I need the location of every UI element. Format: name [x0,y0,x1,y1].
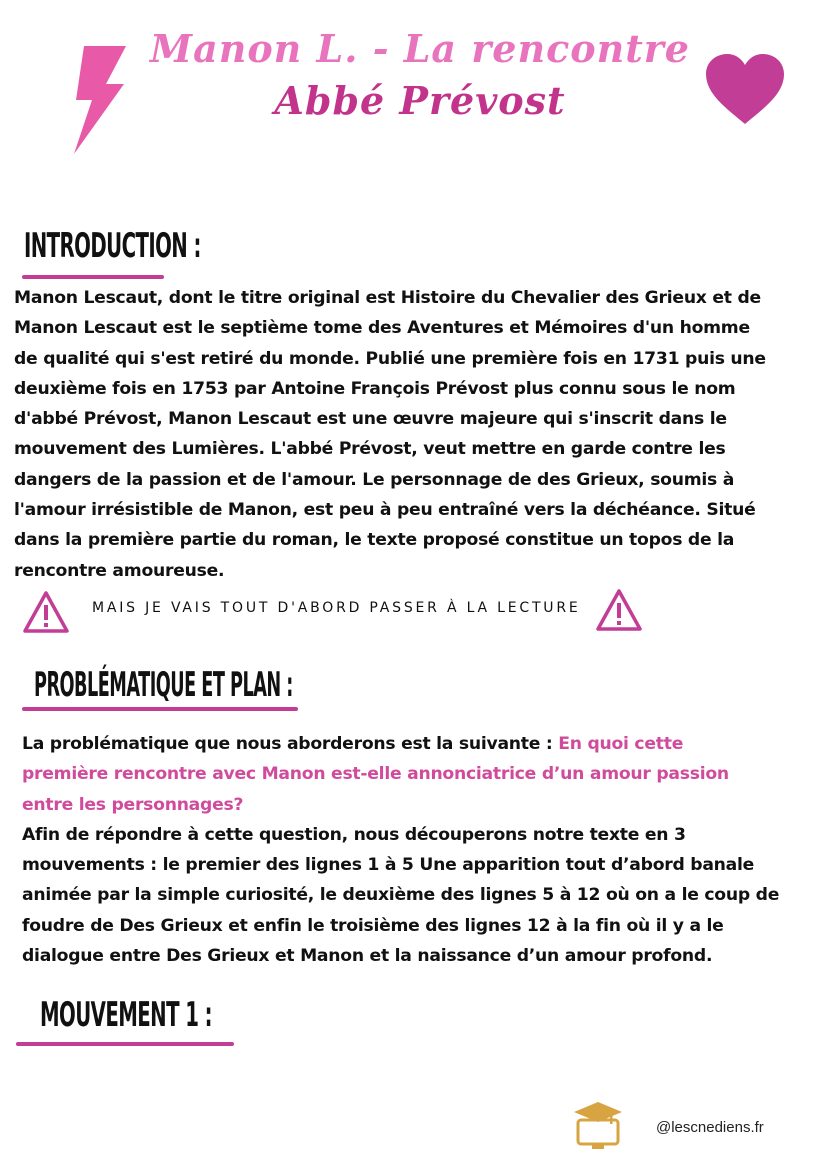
lightning-bolt-icon [70,44,130,156]
problematique-underline [22,707,298,711]
intro-line: dans la première partie du roman, le texte proposé constitue un topos de la [14,530,735,551]
intro-line: dangers de la passion et de l'amour. Le personnage de des Grieux, soumis à [14,469,735,490]
graduation-computer-icon [570,1100,626,1152]
plan-line: mouvements : le premier des lignes 1 à 5 Une apparition tout d’abord banale [22,855,755,876]
heart-icon [704,52,786,126]
plan-line: animée par la simple curiosité, le deuxième des lignes 5 à 12 où on a le coup de [22,885,780,906]
problematique-question: première rencontre avec Manon est-elle annonciatrice d’un amour passion [22,764,729,785]
intro-line: rencontre amoureuse. [14,560,225,581]
plan-line: dialogue entre Des Grieux et Manon et la naissance d’un amour profond. [22,946,713,967]
problematique-question: En quoi cette [558,734,684,754]
intro-line: l'amour irrésistible de Manon, est peu à peu entraîné vers la déchéance. Situé [14,500,756,521]
introduction-heading: INTRODUCTION : [24,226,201,266]
plan-line: foudre de Des Grieux et enfin le troisième des lignes 12 à la fin où il y a le [22,915,724,936]
problematique-heading: PROBLÉMATIQUE ET PLAN : [34,665,293,705]
mouvement-underline [16,1042,234,1046]
warning-icon [22,590,70,634]
introduction-underline [22,275,164,279]
intro-line: Manon Lescaut, dont le titre original est Histoire du Chevalier des Grieux et de [14,288,761,308]
intro-line: mouvement des Lumières. L'abbé Prévost, veut mettre en garde contre les [14,439,726,460]
document-title: Manon L. - La rencontre [150,26,690,71]
problematique-line [22,729,818,759]
intro-line: Manon Lescaut est le septième tome des Aventures et Mémoires d'un homme [14,318,750,339]
reading-notice: MAIS JE VAIS TOUT D'ABORD PASSER À LA LECTURE [92,600,581,616]
intro-line: de qualité qui s'est retiré du monde. Publié une première fois en 1731 puis une [14,348,766,369]
introduction-paragraph [14,283,814,586]
problematique-question: entre les personnages? [22,794,244,815]
problematique-paragraph [22,729,818,971]
warning-icon [595,588,643,632]
problematique-lead: La problématique que nous aborderons est la suivante : [22,734,559,754]
mouvement-heading: MOUVEMENT 1 : [40,995,212,1035]
intro-line: deuxième fois en 1753 par Antoine François Prévost plus connu sous le nom [14,378,736,399]
social-handle: @lescnediens.fr [656,1119,764,1136]
document-subtitle-author: Abbé Prévost [274,78,566,123]
intro-line: d'abbé Prévost, Manon Lescaut est une œuvre majeure qui s'inscrit dans le [14,409,727,430]
plan-line: Afin de répondre à cette question, nous découperons notre texte en 3 [22,824,686,845]
